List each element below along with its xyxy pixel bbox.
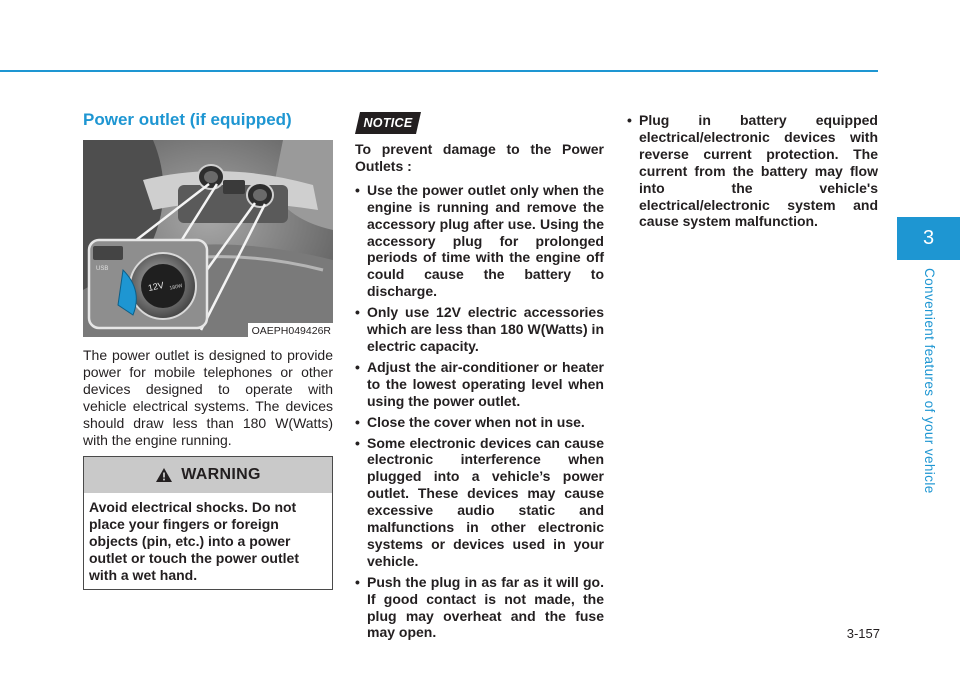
notice-list-continued xyxy=(627,112,878,230)
console-illustration xyxy=(83,140,333,337)
outlet-label-12v: 12V xyxy=(147,279,165,294)
figure-code: OAEPH049426R xyxy=(248,323,333,337)
chapter-title: Convenient features of your vehicle xyxy=(922,268,937,494)
page-number: 3-157 xyxy=(846,626,880,641)
chapter-number-tab xyxy=(897,217,960,260)
list-item: • Use the power outlet only when the engine is running and remove the accessory plug after use. Using the accessory plug for prolonged periods of time with the engine off could cause the battery to discharge. xyxy=(355,181,604,300)
notice-badge xyxy=(355,112,421,134)
bullet-dot: • xyxy=(355,304,360,321)
section-title: Power outlet (if equipped) xyxy=(83,110,292,129)
warning-label: WARNING xyxy=(181,466,261,483)
warning-text: Avoid electrical shocks. Do not place your fingers or foreign objects (pin, etc.) into a power outlet or touch the power outlet with a wet hand. xyxy=(89,499,299,583)
list-item: • Push the plug in as far as it will go. If good contact is not made, the plug may overheat and the fuse may open. xyxy=(355,573,604,641)
list-item: • Adjust the air-conditioner or heater to the lowest operating level when using the power outlet. xyxy=(355,358,604,409)
notice-list xyxy=(355,182,604,642)
notice-intro: To prevent damage to the Power Outlets : xyxy=(355,141,604,174)
notice-label: NOTICE xyxy=(363,116,413,130)
svg-text:USB: USB xyxy=(96,266,109,272)
warning-header xyxy=(84,457,332,493)
list-item: • Some electronic devices can cause electronic interference when plugged into a vehicle’s power outlet. These devices may cause excessive audio static and malfunctions in other electronic systems or devices used in your vehicle. xyxy=(355,434,604,569)
bullet-dot: • xyxy=(355,181,360,198)
list-item: • Only use 12V electric accessories which are less than 180 W(Watts) in electric capacity. xyxy=(355,304,604,354)
notice-column xyxy=(355,112,604,645)
power-outlet-figure xyxy=(83,140,333,337)
bullet-dot: • xyxy=(355,413,360,430)
chapter-number: 3 xyxy=(922,227,935,249)
list-item: • Close the cover when not in use. xyxy=(355,413,585,430)
bullet-dot: • xyxy=(627,112,632,128)
list-item: • Plug in battery equipped electrical/electronic devices with reverse current protection. The current from the battery may flow into the vehicle's electrical/electronic system and cause system malfunction. xyxy=(627,112,878,230)
outlet-label-180w: 180W xyxy=(169,283,184,292)
warning-box xyxy=(83,456,333,590)
notice-column-continued xyxy=(627,112,878,234)
bullet-dot: • xyxy=(355,573,360,590)
bullet-dot: • xyxy=(355,434,360,451)
header-rule xyxy=(0,70,878,72)
section-column xyxy=(83,108,333,448)
bullet-dot: • xyxy=(355,358,360,375)
section-body: The power outlet is designed to provide power for mobile telephones or other devices designed to operate with vehicle electrical systems. The devices should draw less than 180 W(Watts) with the engine running. xyxy=(83,347,333,448)
warning-triangle-icon xyxy=(155,467,173,483)
